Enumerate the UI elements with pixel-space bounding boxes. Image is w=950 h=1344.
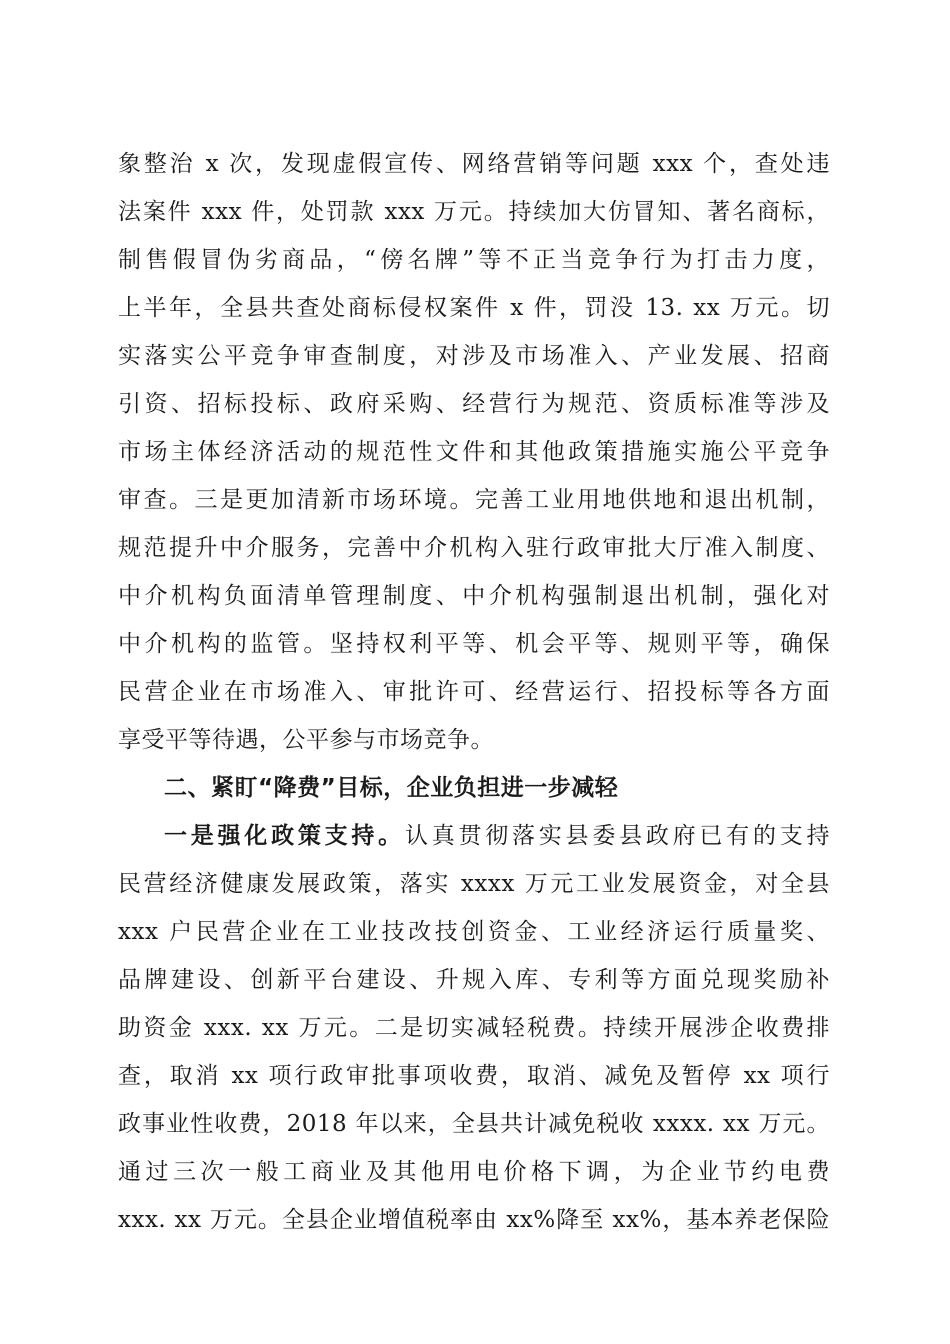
paragraph-first-line-text: 认真贯彻落实县委县政府已有的支持	[404, 823, 831, 849]
text-line: 市场主体经济活动的规范性文件和其他政策措施实施公平竞争	[118, 439, 830, 465]
text-line: 品牌建设、创新平台建设、升规入库、专利等方面兑现奖励补	[118, 967, 830, 993]
paragraph-first-line	[118, 812, 830, 860]
text-line: xxx. xx 万元。全县企业增值税率由 xx%降至 xx%，基本养老保险	[118, 1207, 830, 1233]
text-line: 实落实公平竞争审查制度，对涉及市场准入、产业发展、招商	[118, 343, 830, 369]
text-line: 中介机构负面清单管理制度、中介机构强制退出机制，强化对	[118, 583, 830, 609]
text-line: 民营经济健康发展政策，落实 xxxx 万元工业发展资金，对全县	[118, 871, 830, 897]
text-line: 助资金 xxx. xx 万元。二是切实减轻税费。持续开展涉企收费排	[118, 1015, 830, 1041]
paragraph-lead: 一是强化政策支持。	[164, 823, 405, 849]
text-line: 民营企业在市场准入、审批许可、经营运行、招投标等各方面	[118, 679, 830, 705]
section-heading: 二、紧盯“降费”目标，企业负担进一步减轻	[164, 775, 619, 801]
text-line: 通过三次一般工商业及其他用电价格下调，为企业节约电费	[118, 1159, 830, 1185]
document-body	[118, 140, 830, 1244]
text-line: 法案件 xxx 件，处罚款 xxx 万元。持续加大仿冒知、著名商标，	[118, 199, 830, 225]
text-line: 上半年，全县共查处商标侵权案件 x 件，罚没 13. xx 万元。切	[118, 295, 830, 321]
text-line: 查，取消 xx 项行政审批事项收费，取消、减免及暂停 xx 项行	[118, 1063, 830, 1089]
text-line: 象整治 x 次，发现虚假宣传、网络营销等问题 xxx 个，查处违	[118, 151, 830, 177]
text-line: 引资、招标投标、政府采购、经营行为规范、资质标准等涉及	[118, 391, 830, 417]
text-line: 中介机构的监管。坚持权利平等、机会平等、规则平等，确保	[118, 631, 830, 657]
text-line: 审查。三是更加清新市场环境。完善工业用地供地和退出机制，	[118, 487, 830, 513]
text-line: 规范提升中介服务，完善中介机构入驻行政审批大厅准入制度、	[118, 535, 830, 561]
text-line: xxx 户民营企业在工业技改技创资金、工业经济运行质量奖、	[118, 919, 830, 945]
text-line: 政事业性收费，2018 年以来，全县共计减免税收 xxxx. xx 万元。	[118, 1111, 830, 1137]
text-line: 制售假冒伪劣商品，“傍名牌”等不正当竞争行为打击力度，	[118, 247, 830, 273]
text-line: 享受平等待遇，公平参与市场竞争。	[118, 727, 494, 753]
